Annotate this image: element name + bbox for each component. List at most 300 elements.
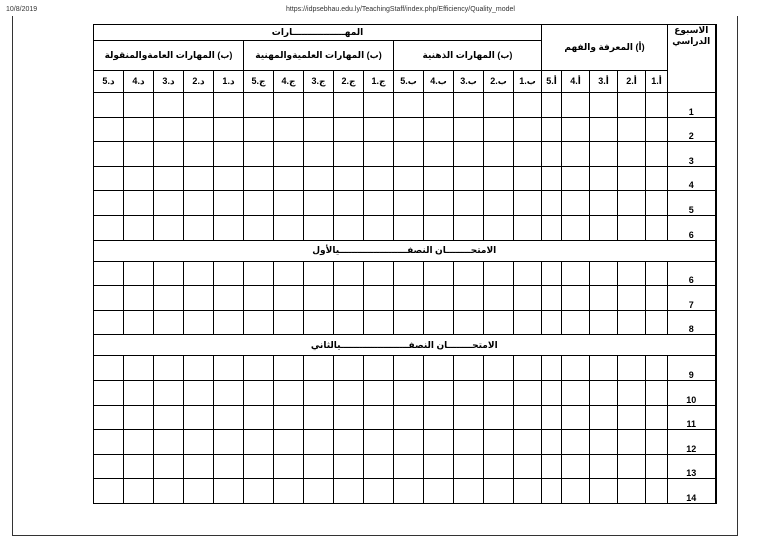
grid-cell[interactable] — [244, 215, 274, 240]
grid-cell[interactable] — [542, 261, 562, 286]
grid-cell[interactable] — [214, 166, 244, 191]
grid-cell[interactable] — [334, 142, 364, 167]
grid-cell[interactable] — [184, 405, 214, 430]
grid-cell[interactable] — [542, 405, 562, 430]
grid-cell[interactable] — [618, 356, 646, 381]
grid-cell[interactable] — [394, 479, 424, 504]
grid-cell[interactable] — [590, 454, 618, 479]
grid-cell[interactable] — [562, 479, 590, 504]
grid-cell[interactable] — [590, 405, 618, 430]
grid-cell[interactable] — [618, 93, 646, 118]
grid-cell[interactable] — [562, 286, 590, 311]
grid-cell[interactable] — [646, 454, 668, 479]
grid-cell[interactable] — [394, 405, 424, 430]
grid-cell[interactable] — [154, 286, 184, 311]
grid-cell[interactable] — [364, 286, 394, 311]
grid-cell[interactable] — [214, 454, 244, 479]
grid-cell[interactable] — [590, 286, 618, 311]
grid-cell[interactable] — [364, 310, 394, 335]
grid-cell[interactable] — [590, 430, 618, 455]
grid-cell[interactable] — [454, 166, 484, 191]
grid-cell[interactable] — [394, 93, 424, 118]
grid-cell[interactable] — [244, 405, 274, 430]
grid-cell[interactable] — [274, 261, 304, 286]
grid-cell[interactable] — [94, 93, 124, 118]
grid-cell[interactable] — [542, 356, 562, 381]
grid-cell[interactable] — [244, 261, 274, 286]
grid-cell[interactable] — [394, 117, 424, 142]
grid-cell[interactable] — [364, 356, 394, 381]
grid-cell[interactable] — [94, 215, 124, 240]
grid-cell[interactable] — [274, 479, 304, 504]
grid-cell[interactable] — [424, 405, 454, 430]
grid-cell[interactable] — [154, 479, 184, 504]
grid-cell[interactable] — [542, 93, 562, 118]
grid-cell[interactable] — [484, 405, 514, 430]
grid-cell[interactable] — [562, 405, 590, 430]
grid-cell[interactable] — [184, 215, 214, 240]
grid-cell[interactable] — [244, 310, 274, 335]
grid-cell[interactable] — [304, 380, 334, 405]
grid-cell[interactable] — [424, 310, 454, 335]
grid-cell[interactable] — [590, 380, 618, 405]
grid-cell[interactable] — [124, 215, 154, 240]
grid-cell[interactable] — [590, 166, 618, 191]
grid-cell[interactable] — [124, 454, 154, 479]
grid-cell[interactable] — [154, 142, 184, 167]
grid-cell[interactable] — [562, 215, 590, 240]
grid-cell[interactable] — [244, 142, 274, 167]
grid-cell[interactable] — [484, 191, 514, 216]
grid-cell[interactable] — [124, 479, 154, 504]
grid-cell[interactable] — [304, 215, 334, 240]
grid-cell[interactable] — [484, 454, 514, 479]
grid-cell[interactable] — [484, 430, 514, 455]
grid-cell[interactable] — [244, 380, 274, 405]
grid-cell[interactable] — [618, 142, 646, 167]
grid-cell[interactable] — [646, 166, 668, 191]
grid-cell[interactable] — [244, 191, 274, 216]
grid-cell[interactable] — [364, 405, 394, 430]
grid-cell[interactable] — [514, 261, 542, 286]
grid-cell[interactable] — [274, 191, 304, 216]
grid-cell[interactable] — [454, 356, 484, 381]
grid-cell[interactable] — [364, 117, 394, 142]
grid-cell[interactable] — [274, 405, 304, 430]
grid-cell[interactable] — [274, 166, 304, 191]
grid-cell[interactable] — [94, 310, 124, 335]
grid-cell[interactable] — [154, 356, 184, 381]
grid-cell[interactable] — [590, 215, 618, 240]
grid-cell[interactable] — [394, 215, 424, 240]
grid-cell[interactable] — [184, 286, 214, 311]
grid-cell[interactable] — [304, 356, 334, 381]
grid-cell[interactable] — [334, 380, 364, 405]
grid-cell[interactable] — [542, 142, 562, 167]
grid-cell[interactable] — [562, 310, 590, 335]
grid-cell[interactable] — [154, 454, 184, 479]
grid-cell[interactable] — [618, 479, 646, 504]
grid-cell[interactable] — [364, 479, 394, 504]
grid-cell[interactable] — [154, 405, 184, 430]
grid-cell[interactable] — [514, 286, 542, 311]
grid-cell[interactable] — [364, 142, 394, 167]
grid-cell[interactable] — [454, 310, 484, 335]
grid-cell[interactable] — [274, 356, 304, 381]
grid-cell[interactable] — [618, 454, 646, 479]
grid-cell[interactable] — [514, 93, 542, 118]
grid-cell[interactable] — [514, 215, 542, 240]
grid-cell[interactable] — [618, 191, 646, 216]
grid-cell[interactable] — [618, 405, 646, 430]
grid-cell[interactable] — [424, 356, 454, 381]
grid-cell[interactable] — [214, 142, 244, 167]
grid-cell[interactable] — [124, 310, 154, 335]
grid-cell[interactable] — [214, 479, 244, 504]
grid-cell[interactable] — [214, 117, 244, 142]
grid-cell[interactable] — [244, 117, 274, 142]
grid-cell[interactable] — [484, 310, 514, 335]
grid-cell[interactable] — [94, 286, 124, 311]
grid-cell[interactable] — [618, 380, 646, 405]
grid-cell[interactable] — [94, 479, 124, 504]
grid-cell[interactable] — [184, 430, 214, 455]
grid-cell[interactable] — [124, 380, 154, 405]
grid-cell[interactable] — [484, 215, 514, 240]
grid-cell[interactable] — [454, 215, 484, 240]
grid-cell[interactable] — [454, 405, 484, 430]
grid-cell[interactable] — [244, 479, 274, 504]
grid-cell[interactable] — [394, 166, 424, 191]
grid-cell[interactable] — [646, 405, 668, 430]
grid-cell[interactable] — [484, 286, 514, 311]
grid-cell[interactable] — [394, 142, 424, 167]
grid-cell[interactable] — [454, 142, 484, 167]
grid-cell[interactable] — [94, 405, 124, 430]
grid-cell[interactable] — [484, 356, 514, 381]
grid-cell[interactable] — [424, 215, 454, 240]
grid-cell[interactable] — [244, 93, 274, 118]
grid-cell[interactable] — [124, 191, 154, 216]
grid-cell[interactable] — [274, 430, 304, 455]
grid-cell[interactable] — [184, 261, 214, 286]
grid-cell[interactable] — [646, 286, 668, 311]
grid-cell[interactable] — [304, 286, 334, 311]
grid-cell[interactable] — [424, 380, 454, 405]
grid-cell[interactable] — [214, 261, 244, 286]
grid-cell[interactable] — [590, 142, 618, 167]
grid-cell[interactable] — [364, 454, 394, 479]
grid-cell[interactable] — [562, 191, 590, 216]
grid-cell[interactable] — [334, 356, 364, 381]
grid-cell[interactable] — [542, 117, 562, 142]
grid-cell[interactable] — [364, 215, 394, 240]
grid-cell[interactable] — [514, 142, 542, 167]
grid-cell[interactable] — [514, 430, 542, 455]
grid-cell[interactable] — [214, 215, 244, 240]
grid-cell[interactable] — [484, 261, 514, 286]
grid-cell[interactable] — [646, 430, 668, 455]
grid-cell[interactable] — [514, 166, 542, 191]
grid-cell[interactable] — [304, 405, 334, 430]
grid-cell[interactable] — [590, 261, 618, 286]
grid-cell[interactable] — [124, 286, 154, 311]
grid-cell[interactable] — [542, 454, 562, 479]
grid-cell[interactable] — [394, 430, 424, 455]
grid-cell[interactable] — [542, 479, 562, 504]
grid-cell[interactable] — [304, 191, 334, 216]
grid-cell[interactable] — [484, 479, 514, 504]
grid-cell[interactable] — [334, 430, 364, 455]
grid-cell[interactable] — [364, 166, 394, 191]
grid-cell[interactable] — [94, 261, 124, 286]
grid-cell[interactable] — [274, 286, 304, 311]
grid-cell[interactable] — [424, 93, 454, 118]
grid-cell[interactable] — [274, 454, 304, 479]
grid-cell[interactable] — [154, 93, 184, 118]
grid-cell[interactable] — [304, 261, 334, 286]
grid-cell[interactable] — [304, 166, 334, 191]
grid-cell[interactable] — [454, 261, 484, 286]
grid-cell[interactable] — [184, 191, 214, 216]
grid-cell[interactable] — [646, 142, 668, 167]
grid-cell[interactable] — [124, 261, 154, 286]
grid-cell[interactable] — [562, 430, 590, 455]
grid-cell[interactable] — [542, 215, 562, 240]
grid-cell[interactable] — [184, 117, 214, 142]
grid-cell[interactable] — [618, 117, 646, 142]
grid-cell[interactable] — [304, 454, 334, 479]
grid-cell[interactable] — [424, 166, 454, 191]
grid-cell[interactable] — [274, 380, 304, 405]
grid-cell[interactable] — [154, 117, 184, 142]
grid-cell[interactable] — [304, 142, 334, 167]
grid-cell[interactable] — [274, 117, 304, 142]
grid-cell[interactable] — [646, 261, 668, 286]
grid-cell[interactable] — [542, 310, 562, 335]
grid-cell[interactable] — [646, 215, 668, 240]
grid-cell[interactable] — [590, 356, 618, 381]
grid-cell[interactable] — [454, 93, 484, 118]
grid-cell[interactable] — [214, 93, 244, 118]
grid-cell[interactable] — [124, 142, 154, 167]
grid-cell[interactable] — [124, 430, 154, 455]
grid-cell[interactable] — [562, 166, 590, 191]
grid-cell[interactable] — [542, 430, 562, 455]
grid-cell[interactable] — [334, 191, 364, 216]
grid-cell[interactable] — [184, 454, 214, 479]
grid-cell[interactable] — [334, 166, 364, 191]
grid-cell[interactable] — [154, 430, 184, 455]
grid-cell[interactable] — [364, 93, 394, 118]
grid-cell[interactable] — [394, 454, 424, 479]
grid-cell[interactable] — [244, 356, 274, 381]
grid-cell[interactable] — [646, 93, 668, 118]
grid-cell[interactable] — [562, 93, 590, 118]
grid-cell[interactable] — [562, 356, 590, 381]
grid-cell[interactable] — [184, 310, 214, 335]
grid-cell[interactable] — [618, 430, 646, 455]
grid-cell[interactable] — [454, 430, 484, 455]
grid-cell[interactable] — [244, 286, 274, 311]
grid-cell[interactable] — [304, 310, 334, 335]
grid-cell[interactable] — [154, 166, 184, 191]
grid-cell[interactable] — [590, 191, 618, 216]
grid-cell[interactable] — [618, 286, 646, 311]
grid-cell[interactable] — [334, 286, 364, 311]
grid-cell[interactable] — [618, 166, 646, 191]
grid-cell[interactable] — [364, 261, 394, 286]
grid-cell[interactable] — [454, 191, 484, 216]
grid-cell[interactable] — [364, 430, 394, 455]
grid-cell[interactable] — [304, 479, 334, 504]
grid-cell[interactable] — [94, 117, 124, 142]
grid-cell[interactable] — [590, 310, 618, 335]
grid-cell[interactable] — [334, 405, 364, 430]
grid-cell[interactable] — [514, 117, 542, 142]
grid-cell[interactable] — [394, 286, 424, 311]
grid-cell[interactable] — [454, 479, 484, 504]
grid-cell[interactable] — [646, 191, 668, 216]
grid-cell[interactable] — [424, 479, 454, 504]
grid-cell[interactable] — [514, 479, 542, 504]
grid-cell[interactable] — [304, 117, 334, 142]
grid-cell[interactable] — [154, 261, 184, 286]
grid-cell[interactable] — [394, 261, 424, 286]
grid-cell[interactable] — [364, 191, 394, 216]
grid-cell[interactable] — [562, 454, 590, 479]
grid-cell[interactable] — [394, 191, 424, 216]
grid-cell[interactable] — [214, 380, 244, 405]
grid-cell[interactable] — [646, 479, 668, 504]
grid-cell[interactable] — [590, 117, 618, 142]
grid-cell[interactable] — [514, 380, 542, 405]
grid-cell[interactable] — [124, 405, 154, 430]
grid-cell[interactable] — [514, 310, 542, 335]
grid-cell[interactable] — [514, 454, 542, 479]
grid-cell[interactable] — [244, 166, 274, 191]
grid-cell[interactable] — [274, 142, 304, 167]
grid-cell[interactable] — [214, 430, 244, 455]
grid-cell[interactable] — [124, 93, 154, 118]
grid-cell[interactable] — [334, 310, 364, 335]
grid-cell[interactable] — [304, 93, 334, 118]
grid-cell[interactable] — [124, 356, 154, 381]
grid-cell[interactable] — [214, 191, 244, 216]
grid-cell[interactable] — [124, 117, 154, 142]
grid-cell[interactable] — [274, 215, 304, 240]
grid-cell[interactable] — [244, 454, 274, 479]
grid-cell[interactable] — [274, 93, 304, 118]
grid-cell[interactable] — [334, 215, 364, 240]
grid-cell[interactable] — [424, 191, 454, 216]
grid-cell[interactable] — [274, 310, 304, 335]
grid-cell[interactable] — [334, 454, 364, 479]
grid-cell[interactable] — [214, 405, 244, 430]
grid-cell[interactable] — [484, 380, 514, 405]
grid-cell[interactable] — [646, 356, 668, 381]
grid-cell[interactable] — [334, 479, 364, 504]
grid-cell[interactable] — [94, 454, 124, 479]
grid-cell[interactable] — [484, 117, 514, 142]
grid-cell[interactable] — [562, 261, 590, 286]
grid-cell[interactable] — [562, 142, 590, 167]
grid-cell[interactable] — [590, 479, 618, 504]
grid-cell[interactable] — [646, 380, 668, 405]
grid-cell[interactable] — [154, 191, 184, 216]
grid-cell[interactable] — [94, 356, 124, 381]
grid-cell[interactable] — [154, 310, 184, 335]
grid-cell[interactable] — [542, 380, 562, 405]
grid-cell[interactable] — [618, 215, 646, 240]
grid-cell[interactable] — [334, 93, 364, 118]
grid-cell[interactable] — [214, 286, 244, 311]
grid-cell[interactable] — [94, 142, 124, 167]
grid-cell[interactable] — [646, 310, 668, 335]
grid-cell[interactable] — [618, 310, 646, 335]
grid-cell[interactable] — [184, 166, 214, 191]
grid-cell[interactable] — [424, 117, 454, 142]
grid-cell[interactable] — [590, 93, 618, 118]
grid-cell[interactable] — [154, 380, 184, 405]
grid-cell[interactable] — [184, 479, 214, 504]
grid-cell[interactable] — [618, 261, 646, 286]
grid-cell[interactable] — [542, 286, 562, 311]
grid-cell[interactable] — [304, 430, 334, 455]
grid-cell[interactable] — [394, 380, 424, 405]
grid-cell[interactable] — [214, 310, 244, 335]
grid-cell[interactable] — [484, 166, 514, 191]
grid-cell[interactable] — [94, 380, 124, 405]
grid-cell[interactable] — [244, 430, 274, 455]
grid-cell[interactable] — [184, 142, 214, 167]
grid-cell[interactable] — [454, 454, 484, 479]
grid-cell[interactable] — [454, 117, 484, 142]
grid-cell[interactable] — [514, 405, 542, 430]
grid-cell[interactable] — [94, 191, 124, 216]
grid-cell[interactable] — [184, 93, 214, 118]
grid-cell[interactable] — [542, 191, 562, 216]
grid-cell[interactable] — [394, 310, 424, 335]
grid-cell[interactable] — [562, 117, 590, 142]
grid-cell[interactable] — [484, 142, 514, 167]
grid-cell[interactable] — [424, 430, 454, 455]
grid-cell[interactable] — [184, 380, 214, 405]
grid-cell[interactable] — [394, 356, 424, 381]
grid-cell[interactable] — [454, 286, 484, 311]
grid-cell[interactable] — [646, 117, 668, 142]
grid-cell[interactable] — [214, 356, 244, 381]
grid-cell[interactable] — [542, 166, 562, 191]
grid-cell[interactable] — [184, 356, 214, 381]
grid-cell[interactable] — [424, 454, 454, 479]
grid-cell[interactable] — [364, 380, 394, 405]
grid-cell[interactable] — [562, 380, 590, 405]
grid-cell[interactable] — [124, 166, 154, 191]
grid-cell[interactable] — [334, 117, 364, 142]
grid-cell[interactable] — [454, 380, 484, 405]
grid-cell[interactable] — [514, 191, 542, 216]
grid-cell[interactable] — [424, 286, 454, 311]
grid-cell[interactable] — [424, 261, 454, 286]
grid-cell[interactable] — [154, 215, 184, 240]
grid-cell[interactable] — [424, 142, 454, 167]
grid-cell[interactable] — [94, 430, 124, 455]
grid-cell[interactable] — [94, 166, 124, 191]
grid-cell[interactable] — [484, 93, 514, 118]
grid-cell[interactable] — [334, 261, 364, 286]
grid-cell[interactable] — [514, 356, 542, 381]
